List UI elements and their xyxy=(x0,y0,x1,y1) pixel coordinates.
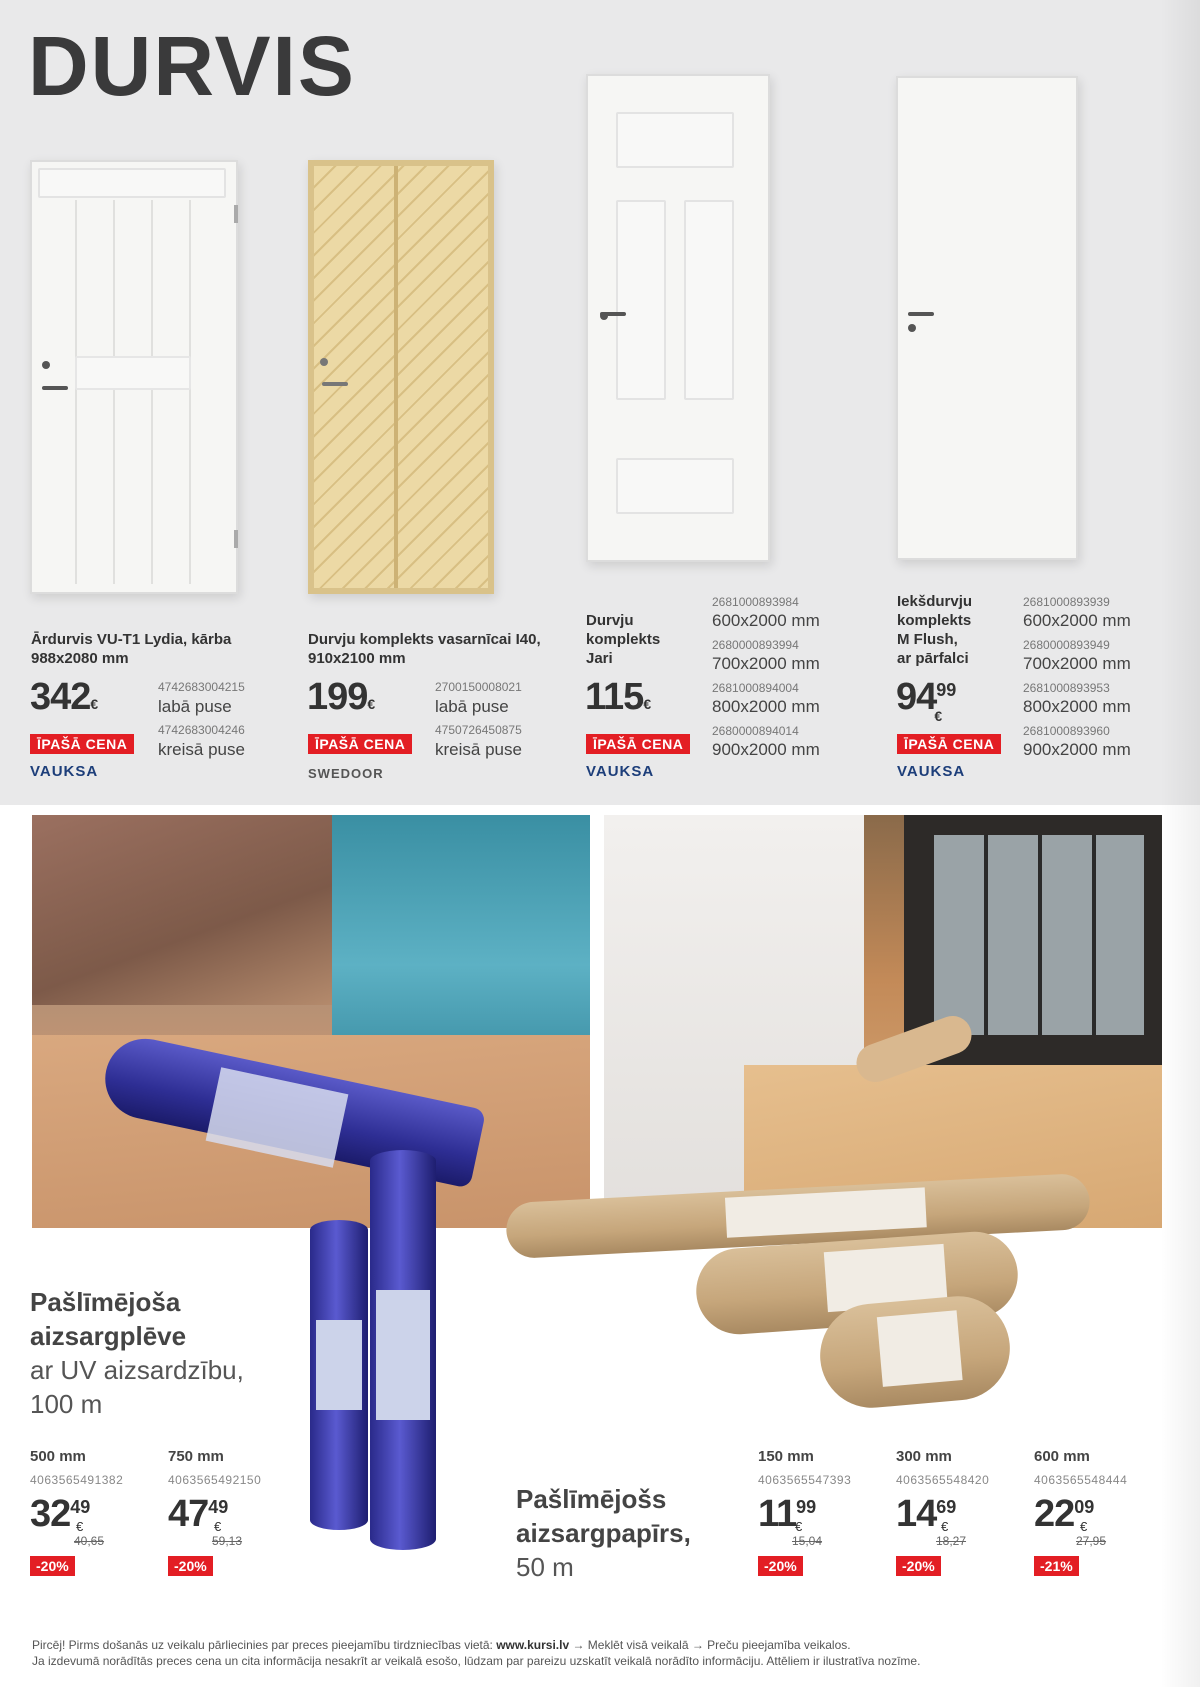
door-size: 600x2000 mm xyxy=(1023,611,1131,630)
paper-size: 600 mm xyxy=(1034,1448,1090,1465)
film-size: 500 mm xyxy=(30,1448,86,1465)
door-image-jari xyxy=(586,74,770,562)
price: $94^{99}_€$ xyxy=(896,676,957,724)
price: 199€ xyxy=(307,676,375,718)
door-side: labā puse xyxy=(158,697,232,716)
special-price-badge: ĪPAŠĀ CENA xyxy=(586,734,690,754)
door-image-lydia xyxy=(30,160,238,594)
film-ean: 4063565492150 xyxy=(168,1473,262,1487)
special-price-badge: ĪPAŠĀ CENA xyxy=(308,734,412,754)
brand-logo-vauksa: VAUKSA xyxy=(586,763,655,780)
product-code: 2681000893960 xyxy=(1023,724,1110,738)
paper-ean: 4063565548420 xyxy=(896,1473,990,1487)
product-code: 2700150008021 xyxy=(435,680,522,694)
door-size: 800x2000 mm xyxy=(712,697,820,716)
paper-price: $11^{99}$ xyxy=(758,1493,817,1535)
paper-price: $22^{09}$ xyxy=(1034,1493,1095,1535)
footer-disclaimer: Pircēj! Pirms došanās uz veikalu pārliecinies par preces pieejamību tirdzniecības vietā: www.kursi.lv → Meklēt visā veikalā → Preču pieejamība veikalos. Ja izdevumā norādītās preces cena un cita informācija nesakrīt ar veikalā esošo, lūdzam par pareizu uzskatīt veikalā norādīto informāciju. Attēliem ir ilustratīva nozīme. xyxy=(32,1638,921,1668)
website-link[interactable]: www.kursi.lv xyxy=(496,1638,570,1652)
door-size: 700x2000 mm xyxy=(712,654,820,673)
door-size: 700x2000 mm xyxy=(1023,654,1131,673)
discount-badge: -21% xyxy=(1034,1556,1079,1576)
film-price: $32^{49}$ xyxy=(30,1493,91,1535)
product-name: Durvju komplekts Jari xyxy=(586,612,661,667)
discount-badge: -20% xyxy=(758,1556,803,1576)
brand-logo-swedoor: SWEDOOR xyxy=(308,766,384,781)
product-code: 4750726450875 xyxy=(435,723,522,737)
door-size: 900x2000 mm xyxy=(1023,740,1131,759)
special-price-badge: ĪPAŠĀ CENA xyxy=(30,734,134,754)
old-price: 18,27 xyxy=(936,1534,967,1548)
product-code: 2680000893994 xyxy=(712,638,799,652)
film-roll-750 xyxy=(370,1150,436,1550)
door-image-m-flush xyxy=(896,76,1078,560)
paper-roll-150 xyxy=(816,1292,1014,1412)
product-name: Durvju komplekts vasarnīcai I40, 910x2100 mm xyxy=(308,631,541,667)
old-price: 59,13 xyxy=(212,1534,243,1548)
door-size: 900x2000 mm xyxy=(712,740,820,759)
door-side: kreisā puse xyxy=(158,740,245,759)
special-price-badge: ĪPAŠĀ CENA xyxy=(897,734,1001,754)
film-ean: 4063565491382 xyxy=(30,1473,124,1487)
product-name: Ārdurvis VU-T1 Lydia, kārba 988x2080 mm xyxy=(31,631,232,667)
old-price: 15,04 xyxy=(792,1534,823,1548)
old-price: 27,95 xyxy=(1076,1534,1107,1548)
product-code: 4742683004246 xyxy=(158,723,245,737)
product-code: 2680000893949 xyxy=(1023,638,1110,652)
door-side: labā puse xyxy=(435,697,509,716)
product-code: 2681000893953 xyxy=(1023,681,1110,695)
currency: € xyxy=(76,1519,84,1534)
door-size: 800x2000 mm xyxy=(1023,697,1131,716)
door-image-summerhouse xyxy=(308,160,494,594)
photo-protective-film-scene xyxy=(32,815,590,1228)
photo-protective-paper-scene xyxy=(604,815,1162,1228)
brand-logo-vauksa: VAUKSA xyxy=(897,763,966,780)
discount-badge: -20% xyxy=(30,1556,75,1576)
currency: € xyxy=(795,1519,803,1534)
price: 342€ xyxy=(30,676,98,718)
product-code: 4742683004215 xyxy=(158,680,245,694)
paper-title: Pašlīmējošs aizsargpapīrs, xyxy=(516,1484,691,1548)
film-title: Pašlīmējoša aizsargplēve xyxy=(30,1287,187,1351)
currency: € xyxy=(1080,1519,1088,1534)
product-code: 2681000894004 xyxy=(712,681,799,695)
paper-size: 300 mm xyxy=(896,1448,952,1465)
door-side: kreisā puse xyxy=(435,740,522,759)
product-name: Iekšdurvju komplekts M Flush, ar pārfalci xyxy=(897,593,973,667)
paper-ean: 4063565548444 xyxy=(1034,1473,1128,1487)
paper-price: $14^{69}$ xyxy=(896,1493,957,1535)
film-price: $47^{49}$ xyxy=(168,1493,229,1535)
currency: € xyxy=(214,1519,222,1534)
page-edge-shadow xyxy=(1160,0,1200,1687)
product-code: 2680000894014 xyxy=(712,724,799,738)
brand-logo-vauksa: VAUKSA xyxy=(30,763,99,780)
door-size: 600x2000 mm xyxy=(712,611,820,630)
film-roll-500 xyxy=(310,1220,368,1530)
price: 115€ xyxy=(585,676,651,718)
discount-badge: -20% xyxy=(168,1556,213,1576)
product-code: 2681000893939 xyxy=(1023,595,1110,609)
page-title: DURVIS xyxy=(28,19,356,113)
product-code: 2681000893984 xyxy=(712,595,799,609)
film-subtitle: ar UV aizsardzību, 100 m xyxy=(30,1355,244,1419)
paper-size: 150 mm xyxy=(758,1448,814,1465)
old-price: 40,65 xyxy=(74,1534,105,1548)
film-size: 750 mm xyxy=(168,1448,224,1465)
discount-badge: -20% xyxy=(896,1556,941,1576)
paper-ean: 4063565547393 xyxy=(758,1473,852,1487)
currency: € xyxy=(941,1519,949,1534)
paper-subtitle: 50 m xyxy=(516,1552,574,1582)
